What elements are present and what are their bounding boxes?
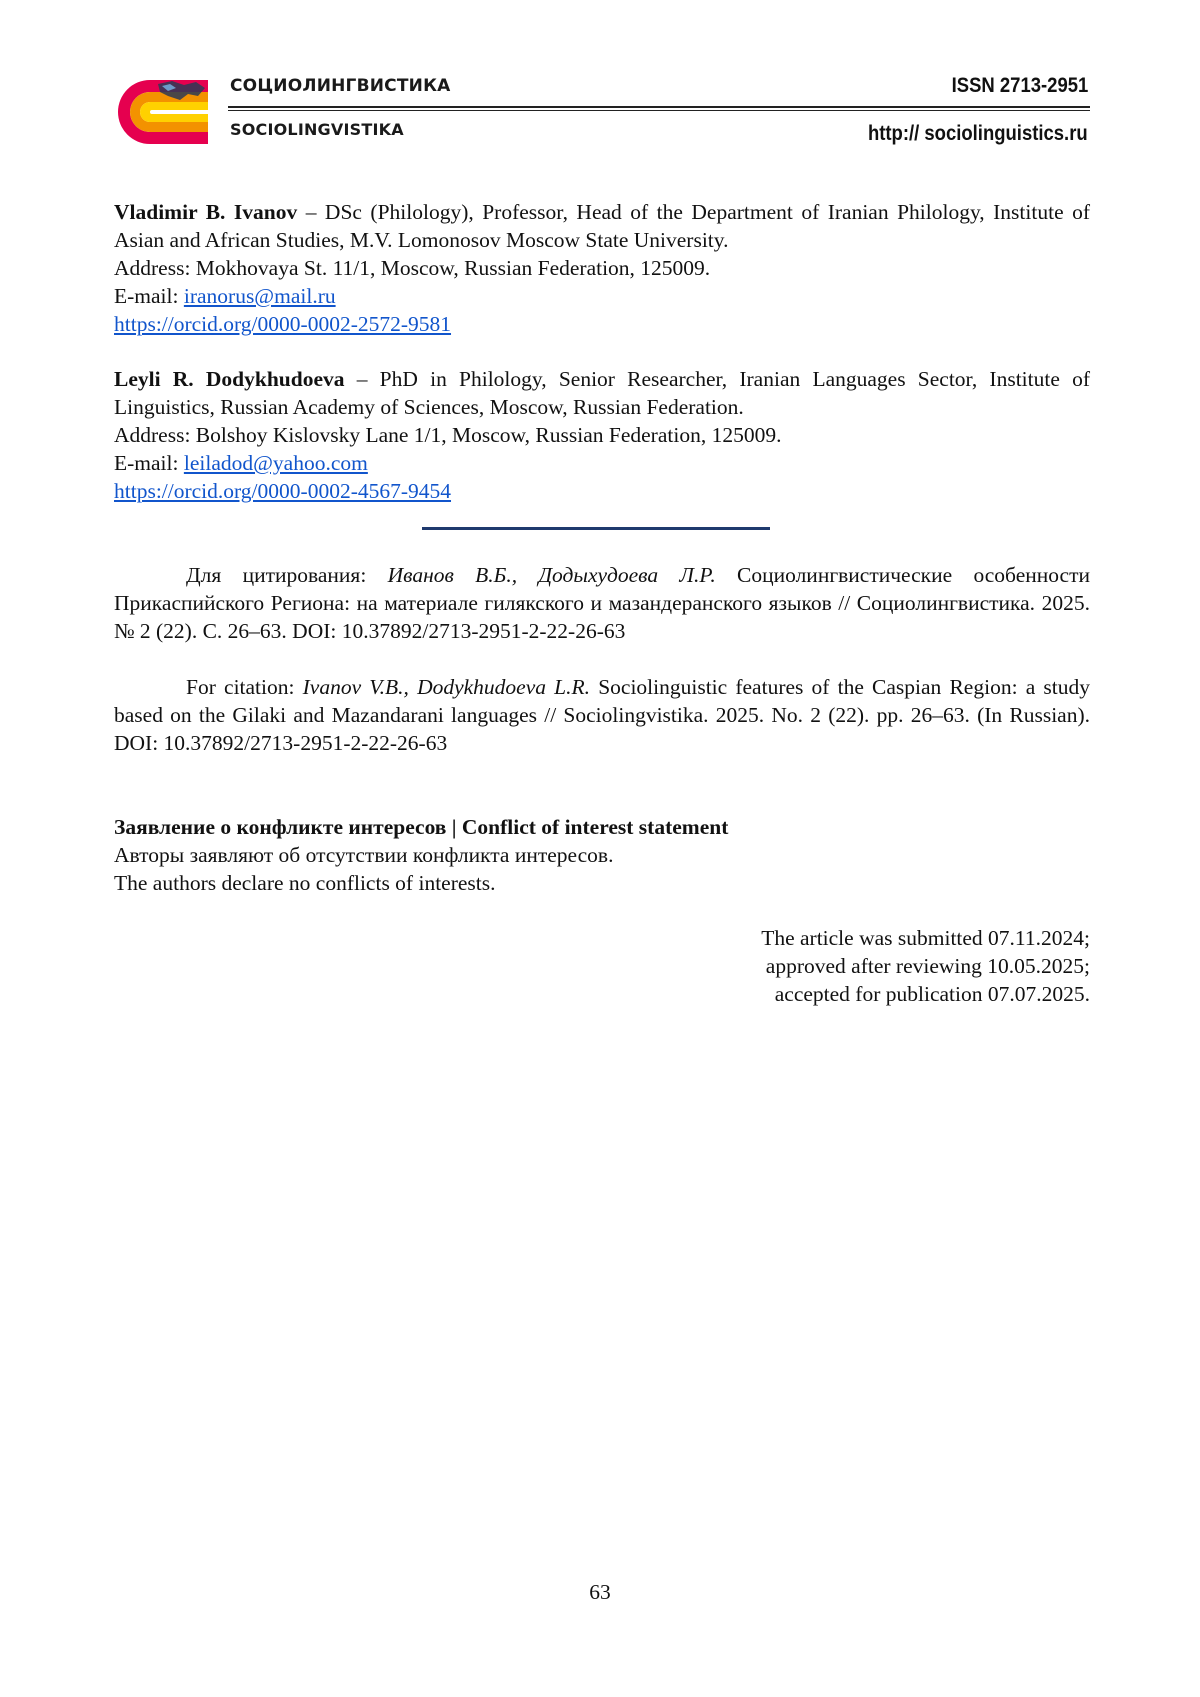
journal-url[interactable]: http:// sociolinguistics.ru [868, 122, 1088, 145]
journal-title-en: SOCIOLINGVISTIKA [230, 120, 404, 139]
section-divider [422, 527, 770, 530]
author1-email-line [114, 282, 1090, 310]
conflict-line-ru: Авторы заявляют об отсутствии конфликта интересов. [114, 843, 614, 867]
citation-ru-authors: Иванов В.Б., Додыхудоева Л.Р. [387, 563, 716, 587]
conflict-block [114, 813, 1090, 897]
author1-orcid-line [114, 310, 1090, 338]
author1-name: Vladimir B. Ivanov [114, 200, 298, 224]
author2-block [114, 365, 1090, 505]
author1-bio-paragraph [114, 200, 1090, 252]
citation-en-label: For citation: [186, 675, 303, 699]
author1-block [114, 198, 1090, 338]
author2-address: Address: Bolshoy Kislovsky Lane 1/1, Moscow, Russian Federation, 125009. [114, 423, 782, 447]
header-rule-thin [228, 110, 1090, 111]
citation-ru-label: Для цитирования: [186, 563, 388, 587]
author2-orcid-link[interactable]: https://orcid.org/0000-0002-4567-9454 [114, 479, 452, 503]
citation-en-rest: Sociolinguistic features of the Caspian Region: a study based on the Gilaki and Mazandarani languages // Sociolingvistika. 2025. No. 2 (22). pp. 26–63. (In Russian). DOI: 10.37892/2713-2951-2-22-26-63 [114, 675, 1090, 755]
conflict-line-en: The authors declare no conflicts of interests. [114, 871, 496, 895]
author1-email-link[interactable]: iranorus@mail.ru [183, 284, 336, 308]
issn-label: ISSN 2713-2951 [951, 74, 1088, 97]
citation-ru [114, 561, 1090, 645]
date-accepted: accepted for publication 07.07.2025. [774, 982, 1090, 1006]
journal-logo-icon [110, 76, 210, 148]
author2-email-link[interactable]: leiladod@yahoo.com [183, 451, 368, 475]
author2-email-line [114, 449, 1090, 477]
date-approved: approved after reviewing 10.05.2025; [765, 954, 1090, 978]
author2-bio-paragraph [114, 367, 1090, 419]
citation-en-authors: Ivanov V.B., Dodykhudoeva L.R. [302, 675, 591, 699]
author1-orcid-link[interactable]: https://orcid.org/0000-0002-2572-9581 [114, 312, 452, 336]
page-number: 63 [589, 1580, 611, 1604]
journal-title-ru: СОЦИОЛИНГВИСТИКА [230, 76, 451, 96]
conflict-heading: Заявление о конфликте интересов | Conflict of interest statement [114, 815, 729, 839]
author2-bio: – PhD in Philology, Senior Researcher, Iranian Languages Sector, Institute of Linguistics, Russian Academy of Sciences, Moscow, Russian Federation. [114, 367, 1090, 419]
author2-email-label: E-mail: [114, 451, 184, 475]
author2-orcid-line [114, 477, 1090, 505]
author2-name: Leyli R. Dodykhudoeva [114, 367, 345, 391]
date-submitted: The article was submitted 07.11.2024; [761, 926, 1090, 950]
article-dates [114, 924, 1090, 1008]
author1-bio: – DSc (Philology), Professor, Head of the Department of Iranian Philology, Institute of Asian and African Studies, M.V. Lomonosov Moscow State University. [114, 200, 1090, 252]
header-rule [228, 106, 1090, 108]
citation-ru-rest: Социолингвистические особенности Прикаспийского Региона: на материале гилякского и мазандеранского языков // Социолингвистика. 2025. № 2 (22). С. 26–63. DOI: 10.37892/2713-2951-2-22-26-63 [114, 563, 1090, 643]
citation-en [114, 673, 1090, 757]
author1-email-label: E-mail: [114, 284, 184, 308]
author1-address: Address: Mokhovaya St. 11/1, Moscow, Russian Federation, 125009. [114, 256, 711, 280]
